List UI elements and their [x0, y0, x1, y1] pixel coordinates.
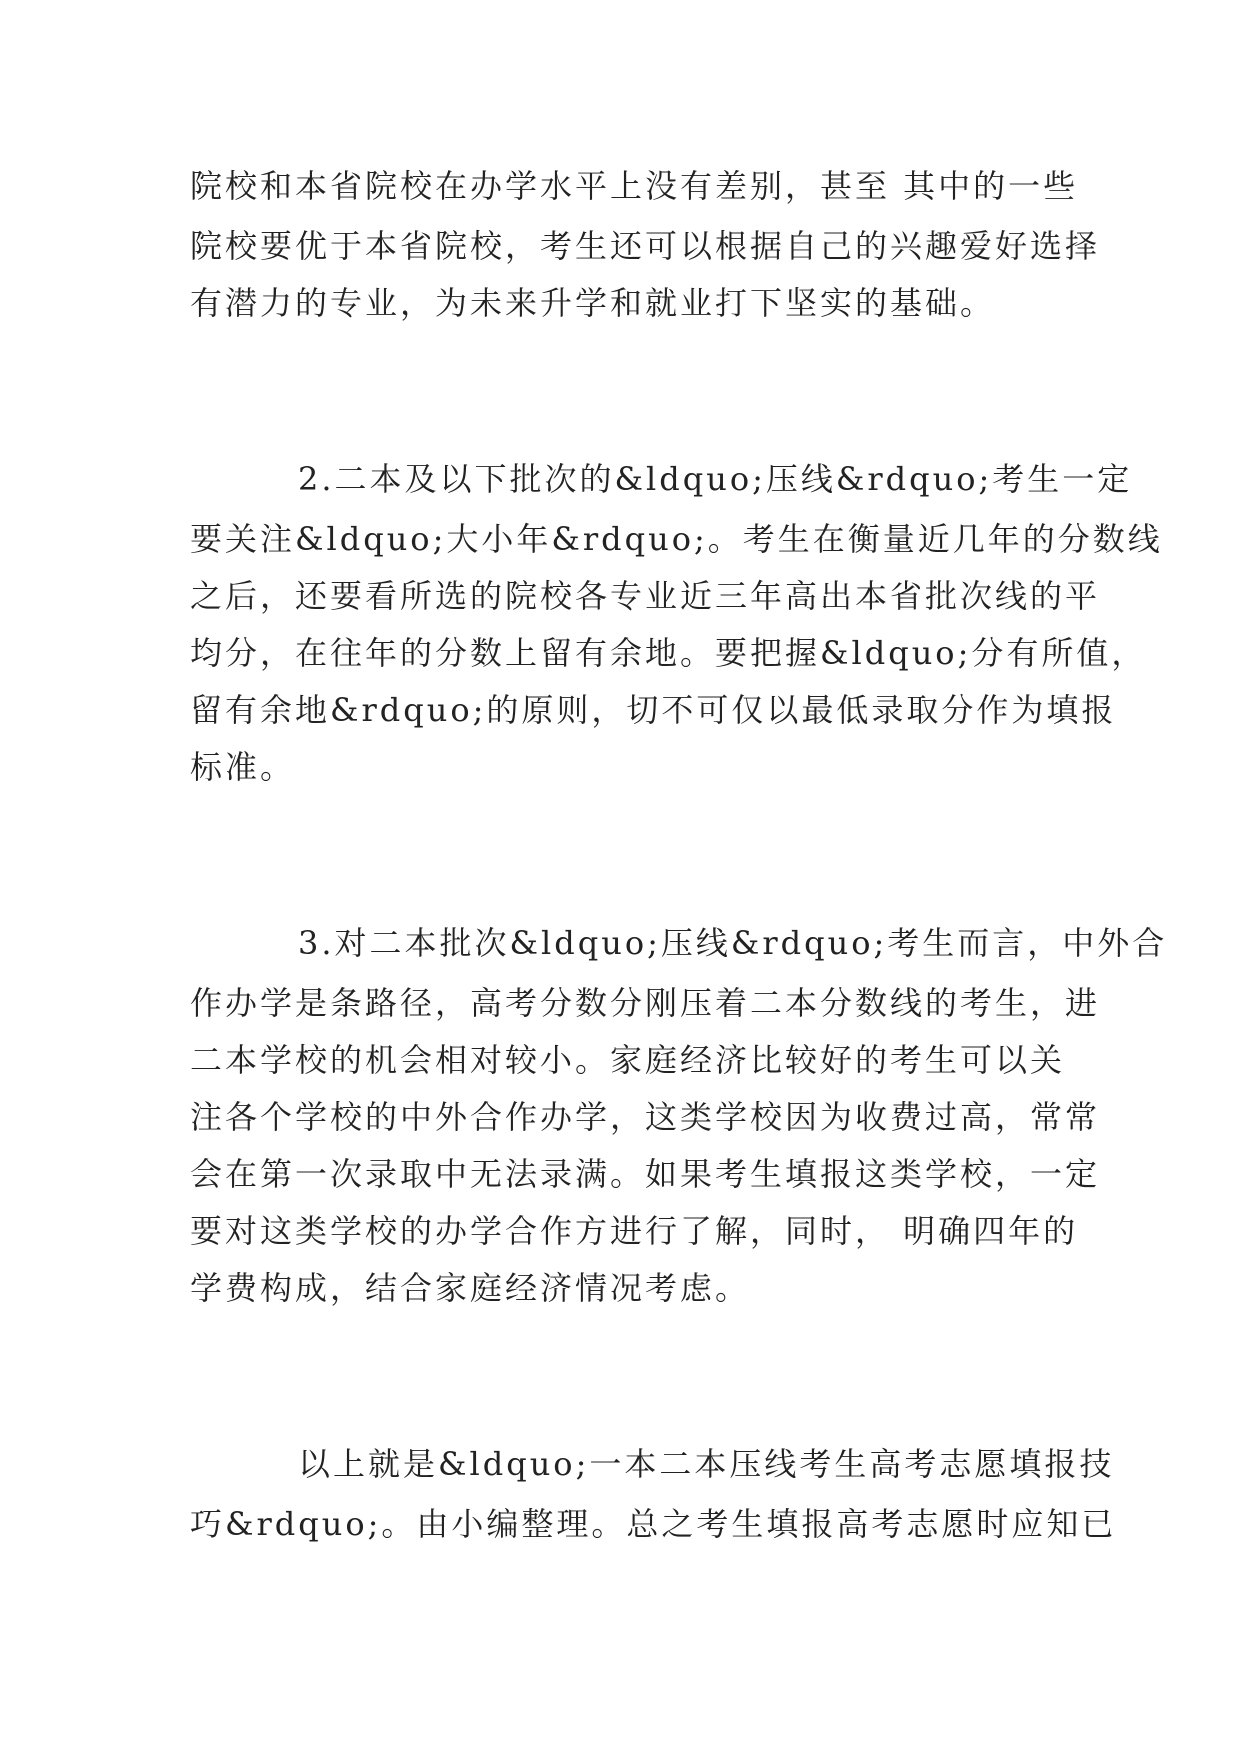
- text-line: 以上就是&ldquo;一本二本压线考生高考志愿填报技: [298, 1445, 1115, 1483]
- text-line: 3.对二本批次&ldquo;压线&rdquo;考生而言，中外合: [298, 924, 1168, 962]
- text-line: 巧&rdquo;。由小编整理。总之考生填报高考志愿时应知已: [190, 1505, 1117, 1543]
- text-line: 注各个学校的中外合作办学，这类学校因为收费过高，常常: [190, 1098, 1101, 1136]
- text-line: 会在第一次录取中无法录满。如果考生填报这类学校，一定: [190, 1155, 1101, 1193]
- text-line: 院校和本省院校在办学水平上没有差别，甚至 其中的一些: [190, 167, 1079, 205]
- text-line: 要对这类学校的办学合作方进行了解，同时， 明确四年的: [190, 1212, 1079, 1250]
- text-line: 之后，还要看所选的院校各专业近三年高出本省批次线的平: [190, 577, 1101, 615]
- text-line: 学费构成，结合家庭经济情况考虑。: [190, 1269, 751, 1307]
- text-line: 要关注&ldquo;大小年&rdquo;。考生在衡量近几年的分数线: [190, 520, 1163, 558]
- text-line: 均分，在往年的分数上留有余地。要把握&ldquo;分有所值，: [190, 634, 1147, 672]
- text-line: 院校要优于本省院校，考生还可以根据自己的兴趣爱好选择: [190, 227, 1101, 265]
- text-line: 标准。: [190, 748, 296, 786]
- text-line: 二本学校的机会相对较小。家庭经济比较好的考生可以关: [190, 1041, 1066, 1079]
- text-line: 留有余地&rdquo;的原则，切不可仅以最低录取分作为填报: [190, 691, 1117, 729]
- text-line: 2.二本及以下批次的&ldquo;压线&rdquo;考生一定: [298, 460, 1133, 498]
- text-line: 作办学是条路径，高考分数分刚压着二本分数线的考生，进: [190, 984, 1101, 1022]
- text-line: 有潜力的专业，为未来升学和就业打下坚实的基础。: [190, 284, 996, 322]
